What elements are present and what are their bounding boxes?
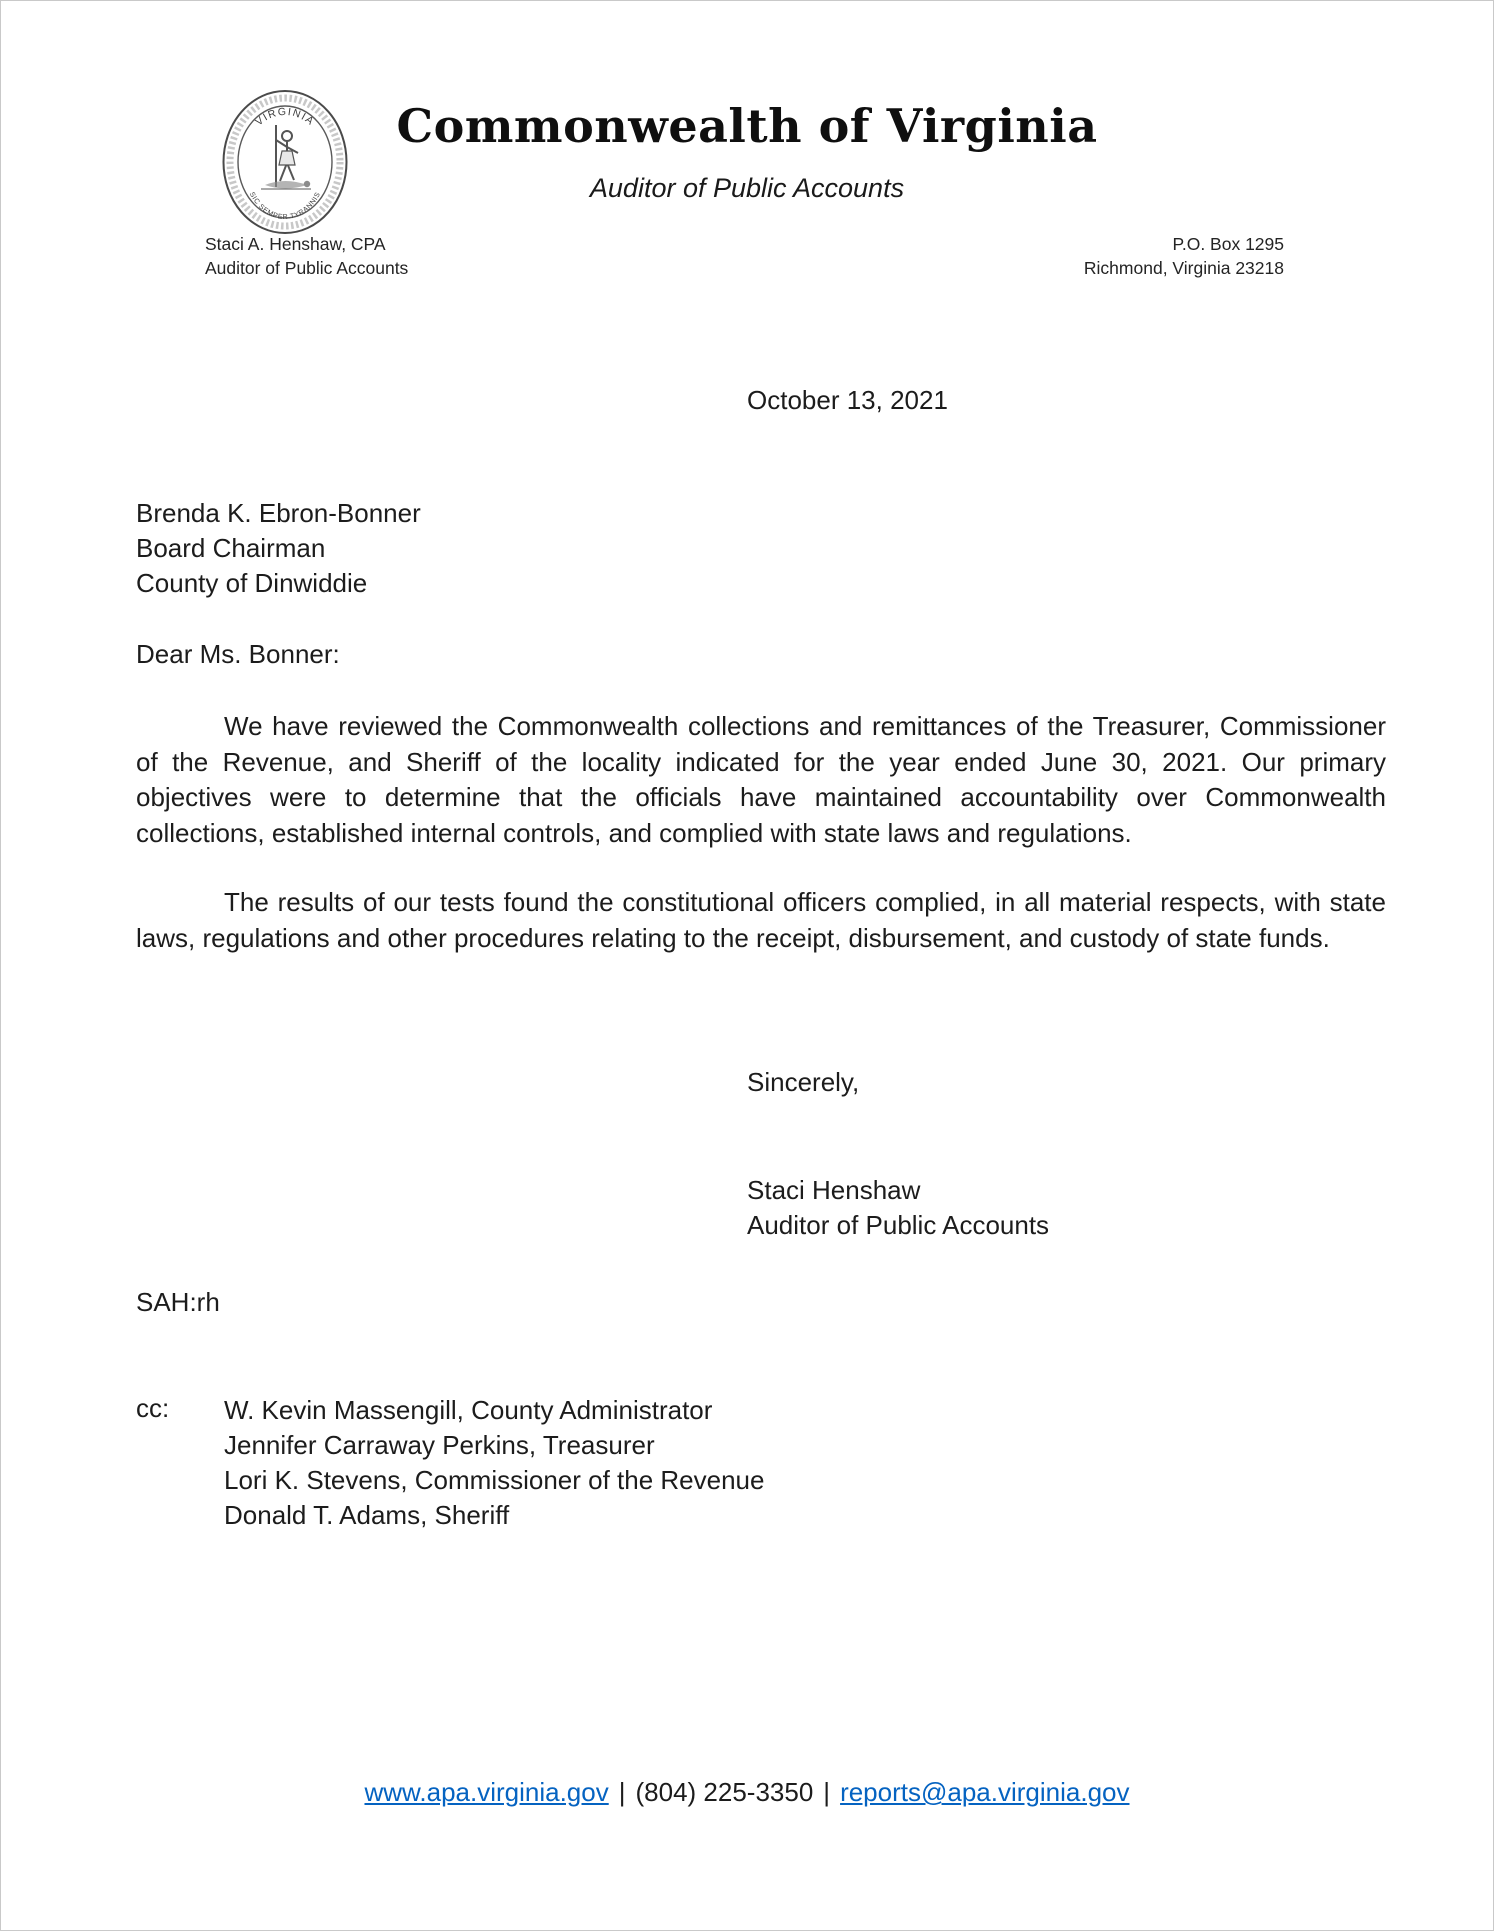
- footer-website-link[interactable]: www.apa.virginia.gov: [364, 1777, 609, 1807]
- cc-item: Lori K. Stevens, Commissioner of the Revenue: [224, 1465, 765, 1495]
- signature-block: [747, 1173, 1049, 1243]
- letter-date: October 13, 2021: [747, 385, 948, 415]
- official-name: Staci A. Henshaw, CPA: [205, 234, 386, 254]
- footer-contact-bar: [1, 1777, 1493, 1808]
- cc-block: [136, 1393, 764, 1533]
- signature-name: Staci Henshaw: [747, 1175, 921, 1205]
- signature-title: Auditor of Public Accounts: [747, 1210, 1050, 1240]
- official-title: Auditor of Public Accounts: [205, 258, 409, 278]
- recipient-locality: County of Dinwiddie: [136, 568, 368, 598]
- seal-bottom-text: SIC SEMPER TYRANNIS: [247, 191, 323, 222]
- address-line-1: P.O. Box 1295: [1172, 234, 1284, 254]
- body-paragraph-1: We have reviewed the Commonwealth collections and remittances of the Treasurer, Commissioner of the Revenue, and Sheriff of the locality indicated for the year ended June 30, 2021. Our primary objectives were to determine that the officials have maintained accountability over Commonwealth collections, established internal controls, and complied with state laws and regulations.: [136, 711, 1386, 848]
- cc-item: Jennifer Carraway Perkins, Treasurer: [224, 1430, 655, 1460]
- salutation: Dear Ms. Bonner:: [136, 639, 340, 669]
- closing: Sincerely,: [747, 1067, 860, 1097]
- footer-email-link[interactable]: reports@apa.virginia.gov: [840, 1777, 1130, 1807]
- official-name-block: [205, 232, 408, 280]
- office-address-block: [1084, 232, 1284, 280]
- footer-phone: (804) 225-3350: [635, 1777, 814, 1807]
- org-title: Commonwealth of Virginia: [396, 99, 1098, 153]
- body-paragraph-2: The results of our tests found the constitutional officers complied, in all material respects, with state laws, regulations and other procedures relating to the receipt, disbursement, and custody of state funds.: [136, 887, 1386, 953]
- cc-label: cc:: [136, 1393, 170, 1423]
- cc-list: [224, 1393, 764, 1533]
- cc-item: Donald T. Adams, Sheriff: [224, 1500, 510, 1530]
- cc-item: W. Kevin Massengill, County Administrator: [224, 1395, 713, 1425]
- seal-top-text: VIRGINIA: [253, 105, 317, 129]
- recipient-block: [136, 496, 421, 601]
- org-subtitle: Auditor of Public Accounts: [589, 173, 905, 203]
- footer-separator: |: [618, 1777, 626, 1807]
- recipient-name: Brenda K. Ebron-Bonner: [136, 498, 421, 528]
- reference-initials: SAH:rh: [136, 1287, 220, 1317]
- recipient-title: Board Chairman: [136, 533, 326, 563]
- address-line-2: Richmond, Virginia 23218: [1083, 258, 1284, 278]
- footer-separator: |: [823, 1777, 831, 1807]
